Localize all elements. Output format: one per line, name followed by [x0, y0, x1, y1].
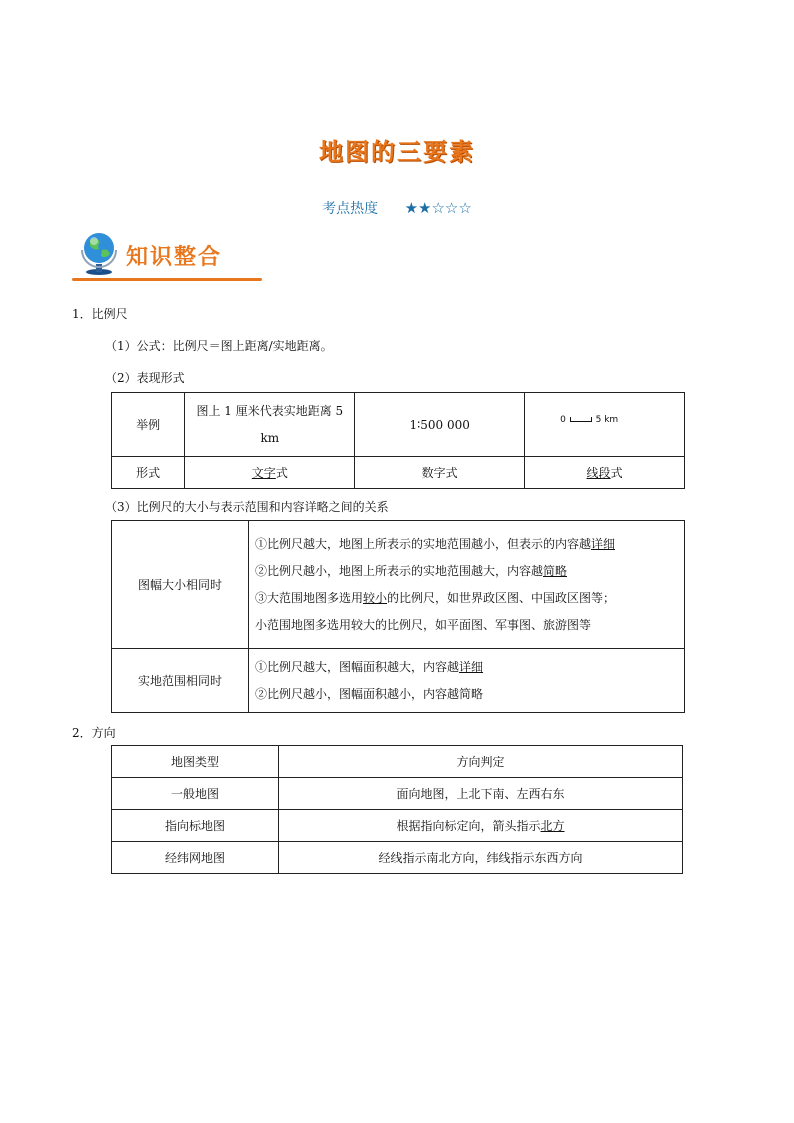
s1-forms-heading: （2）表现形式 — [105, 371, 185, 385]
scale-bar — [560, 415, 618, 425]
section-underline — [72, 278, 262, 281]
direction-r1-type: 一般地图 — [112, 778, 279, 810]
scale-bar-zero: 0 — [560, 415, 566, 425]
relation-row1-line1: ①比例尺越大，地图上所表示的实地范围越小，但表示的内容越详细 — [255, 536, 616, 551]
relation-row1-line4: 小范围地图多选用较大的比例尺，如平面图、军事图、旅游图等 — [255, 617, 592, 632]
form-number: 数字式 — [355, 457, 525, 489]
relation-row1-line2: ②比例尺越小，地图上所表示的实地范围越大，内容越简略 — [255, 563, 568, 578]
example-text-line2: km — [260, 430, 280, 445]
scale-bar-unit: km — [604, 415, 619, 425]
form-line — [525, 457, 685, 489]
form-text-suffix: 式 — [275, 466, 288, 480]
example-number-scale: 1∶500 000 — [355, 393, 525, 457]
form-line-suffix: 式 — [610, 466, 623, 480]
page-title: 地图的三要素 — [319, 138, 475, 166]
section-header — [72, 226, 262, 282]
form-line-underlined: 线段 — [586, 466, 611, 480]
row-label-example: 举例 — [112, 393, 185, 457]
relation-row1-label: 图幅大小相同时 — [112, 521, 249, 649]
direction-header-judge: 方向判定 — [279, 746, 683, 778]
relation-row2-line1: ①比例尺越大，图幅面积越大，内容越详细 — [255, 659, 484, 674]
s2-heading: 2．方向 — [72, 726, 116, 740]
scale-forms-table — [111, 392, 685, 489]
example-line-scale — [525, 393, 685, 457]
row-label-form: 形式 — [112, 457, 185, 489]
relation-row1-content — [249, 521, 685, 649]
heat-label: 考点热度 — [322, 201, 379, 217]
scale-bar-five: 5 — [595, 415, 602, 425]
heat-stars: ★★☆☆☆ — [404, 199, 472, 217]
direction-r3-type: 经纬网地图 — [112, 842, 279, 874]
direction-r1-judge: 面向地图，上北下南、左西右东 — [279, 778, 683, 810]
s1-heading: 1．比例尺 — [72, 307, 128, 321]
direction-table — [111, 745, 683, 874]
direction-r2-type: 指向标地图 — [112, 810, 279, 842]
relation-row2-label: 实地范围相同时 — [112, 649, 249, 713]
direction-r3-judge: 经线指示南北方向，纬线指示东西方向 — [279, 842, 683, 874]
s1-formula: （1）公式：比例尺＝图上距离/实地距离。 — [105, 339, 333, 353]
example-text-scale — [185, 393, 355, 457]
s1-relation-heading: （3）比例尺的大小与表示范围和内容详略之间的关系 — [105, 500, 389, 514]
form-text — [185, 457, 355, 489]
relation-row2-line2: ②比例尺越小，图幅面积越小，内容越简略 — [255, 686, 484, 701]
direction-r2-judge: 根据指向标定向，箭头指示北方 — [279, 810, 683, 842]
relation-row2-content — [249, 649, 685, 713]
example-text-line1: 图上 1 厘米代表实地距离 5 — [196, 403, 344, 418]
scale-relation-table — [111, 520, 685, 713]
globe-icon — [76, 228, 122, 276]
form-text-underlined: 文字 — [251, 466, 276, 480]
section-title: 知识整合 — [126, 245, 223, 270]
exam-heat-line — [0, 198, 794, 218]
scale-bar-line — [570, 417, 592, 422]
direction-header-type: 地图类型 — [112, 746, 279, 778]
relation-row1-line3: ③大范围地图多选用较小的比例尺，如世界政区图、中国政区图等； — [255, 590, 616, 605]
